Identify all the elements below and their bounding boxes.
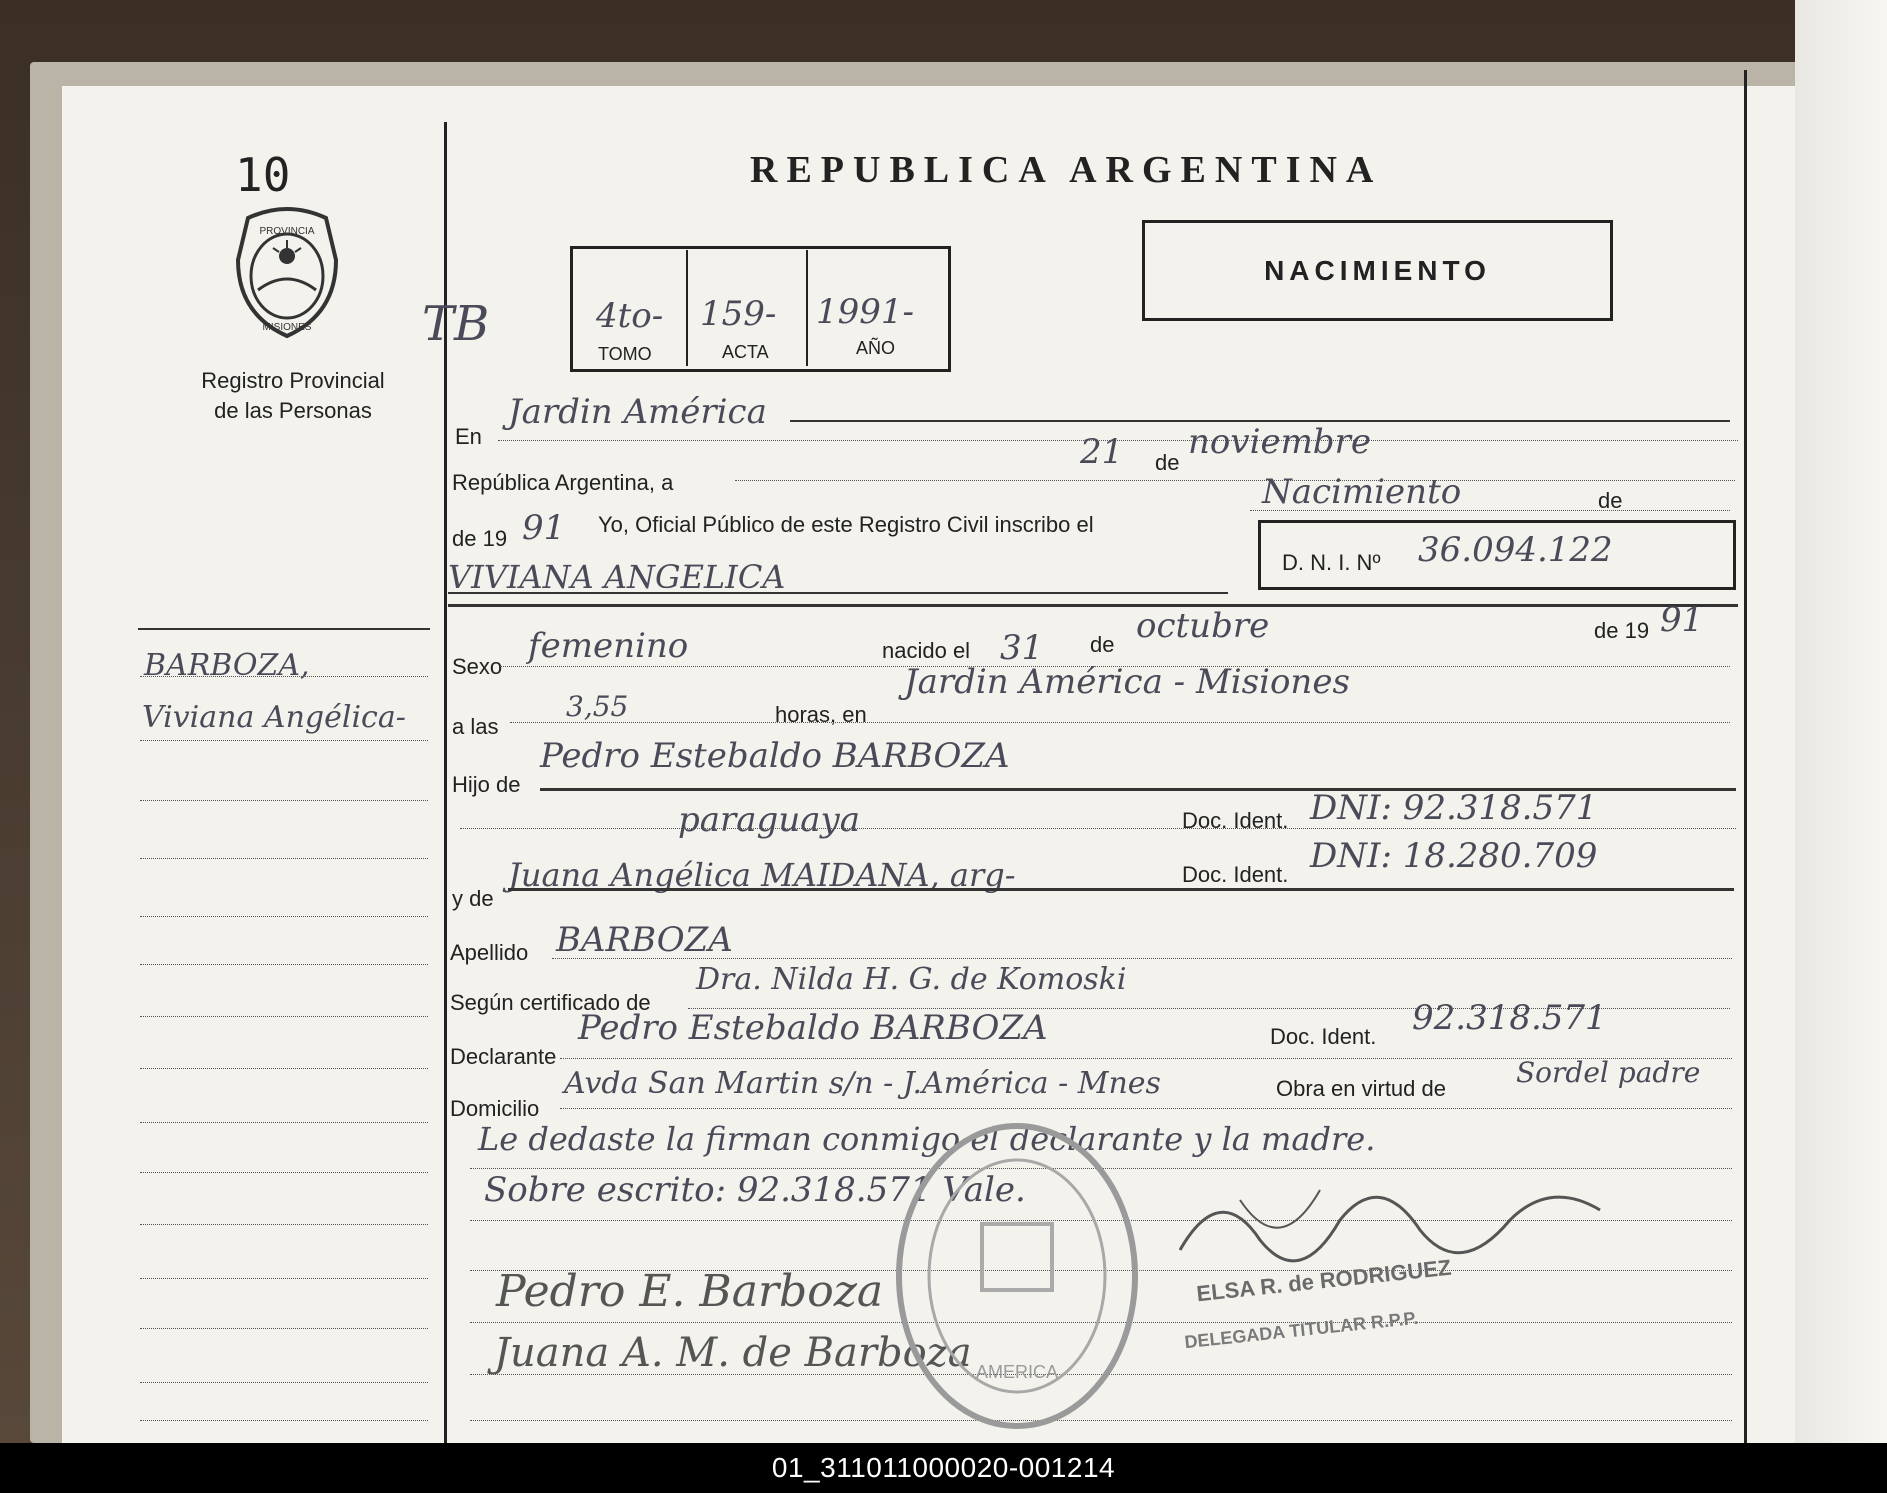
de-label: de [1155,450,1180,475]
next-page-edge [1795,0,1887,1443]
registry-name [182,366,404,426]
round-stamp-text: AMERICA [975,1362,1059,1382]
inscribo-value: Nacimiento [1262,472,1462,512]
document-type: NACIMIENTO [1264,255,1491,286]
hijo-label: Hijo de [452,772,521,797]
right-margin-line [1744,70,1747,1443]
de-19-label-2: de 19 [1594,618,1650,643]
registrar-stamp-name: ELSA R. de RODRIGUEZ [1195,1254,1453,1307]
domicilio-value: Avda San Martin s/n - J.América - Mnes [564,1066,1161,1101]
apellido-value: BARBOZA [556,920,733,960]
registrar-stamp-title: DELEGADA TITULAR R.P.P. [1183,1307,1420,1353]
de-label-2: de [1598,488,1623,513]
seal-bottom-text: MISIONES [262,322,312,333]
declarante-doc: 92.318.571 [1412,998,1607,1038]
segun-value: Dra. Nilda H. G. de Komoski [696,962,1127,997]
acta-label: ACTA [722,342,769,362]
madre-value: Juana Angélica MAIDANA, arg- [508,856,1016,894]
nacido-mes: octubre [1136,606,1270,646]
province-seal-icon [228,204,346,344]
obra-label: Obra en virtud de [1276,1076,1446,1101]
document-id-footer: 01_311011000020-001214 [0,1443,1887,1493]
ano-value: 1991- [816,292,915,332]
doc-ident-label-2: Doc. Ident. [1182,862,1289,887]
horas-en-label: horas, en [775,702,867,727]
margin-surname: BARBOZA, [144,648,310,683]
doc-ident-label: Doc. Ident. [1182,808,1289,833]
madre-doc: DNI: 18.280.709 [1310,836,1598,876]
registry-line1: Registro Provincial [201,368,385,393]
dni-value: 36.094.122 [1418,530,1613,570]
anio-value: 91 [522,508,566,548]
document-type-box [1142,220,1613,321]
republica-label: República Argentina, a [452,470,674,495]
nota-linea-2: Sobre escrito: 92.318.571 Vale. [484,1170,1026,1210]
padre-doc: DNI: 92.318.571 [1310,788,1598,828]
initials: TB [422,296,490,352]
margin-divider [138,628,430,630]
obra-value: Sordel padre [1516,1056,1701,1089]
nacido-anio: 91 [1660,600,1704,640]
sexo-value: femenino [528,626,689,666]
yo-label: Yo, Oficial Público de este Registro Civil inscribo el [598,512,1094,537]
tomo-label: TOMO [598,344,652,364]
page-number: 10 [235,148,291,202]
de-19-label: de 19 [452,526,508,551]
declarante-label: Declarante [450,1044,557,1069]
de-label-3: de [1090,632,1115,657]
nota-linea-1: Le dedaste la firman conmigo el declarante y la madre. [478,1120,1376,1158]
en-value: Jardin América [508,392,767,432]
padre-value: Pedro Estebaldo BARBOZA [540,736,1010,776]
padre-nacionalidad: paraguaya [678,800,860,840]
apellido-label: Apellido [450,940,529,965]
en-label: En [455,424,482,449]
sexo-label: Sexo [452,654,503,679]
lugar-value: Jardin América - Misiones [904,662,1350,702]
a-las-label: a las [452,714,499,739]
ano-label: AÑO [856,338,896,358]
declarante-value: Pedro Estebaldo BARBOZA [578,1008,1048,1048]
signature-mother: Juana A. M. de Barboza [494,1330,972,1376]
country-title: REPUBLICA ARGENTINA [750,149,1383,191]
dia-value: 21 [1080,432,1124,472]
dni-label: D. N. I. Nº [1282,550,1381,575]
nombre-value: VIVIANA ANGELICA [448,558,786,596]
nacido-label: nacido el [882,638,971,663]
doc-ident-label-3: Doc. Ident. [1270,1024,1377,1049]
hora-value: 3,55 [566,690,629,723]
mes-value: noviembre [1188,422,1371,462]
seal-top-text: PROVINCIA [259,226,315,237]
signature-father: Pedro E. Barboza [496,1266,884,1317]
tomo-value: 4to- [596,296,664,336]
y-de-label: y de [452,886,494,911]
margin-given-names: Viviana Angélica- [142,700,406,735]
domicilio-label: Domicilio [450,1096,540,1121]
registry-line2: de las Personas [214,398,372,423]
round-official-stamp-icon [892,1120,1142,1432]
nacido-dia: 31 [1000,628,1044,668]
acta-value: 159- [700,294,777,334]
segun-label: Según certificado de [450,990,651,1015]
